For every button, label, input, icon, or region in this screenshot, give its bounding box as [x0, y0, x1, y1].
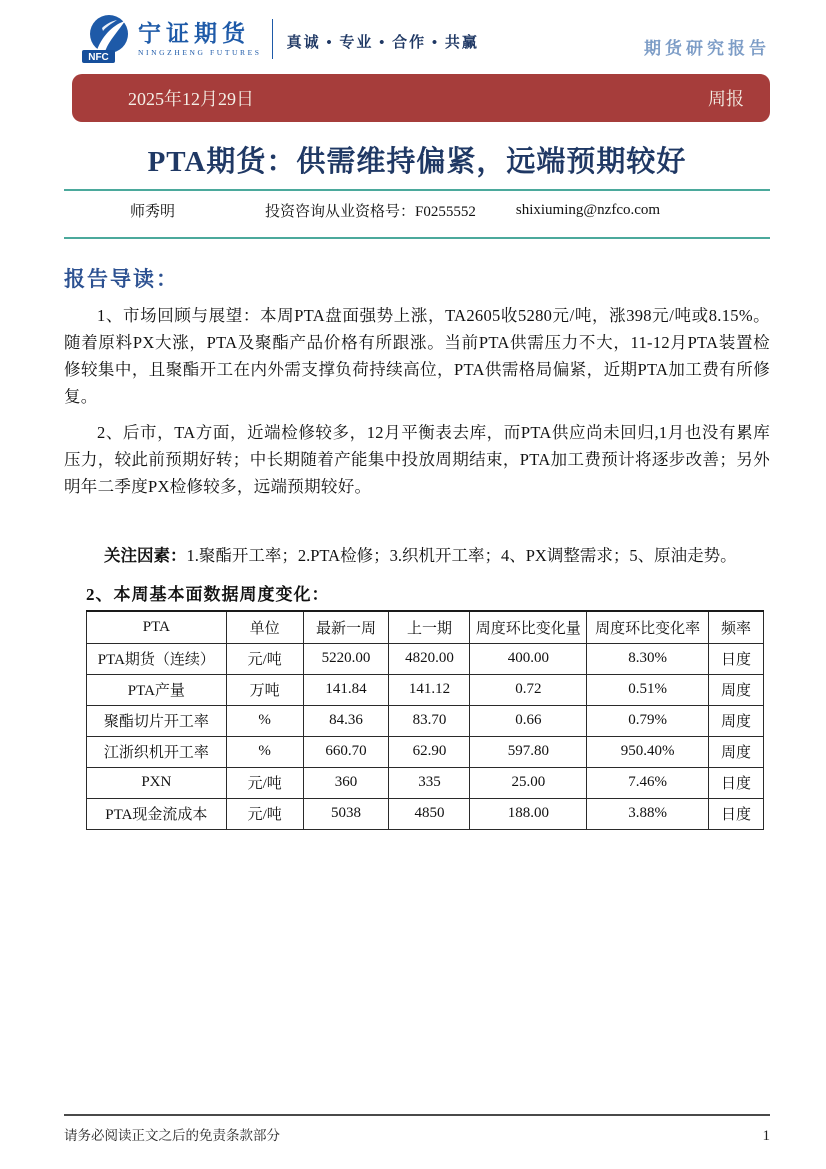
table-cell: 188.00 [470, 798, 587, 829]
col-header-previous: 上一期 [389, 611, 470, 643]
col-header-latest-week: 最新一周 [303, 611, 389, 643]
table-cell: 8.30% [587, 643, 709, 674]
company-slogan: 真诚 • 专业 • 合作 • 共赢 [286, 34, 479, 51]
company-logo-icon [82, 14, 132, 64]
company-name-cn: 宁证期货 [138, 21, 250, 47]
brand-divider [272, 19, 273, 59]
table-cell: 660.70 [303, 736, 389, 767]
table-cell: 元/吨 [226, 767, 303, 798]
footer-disclaimer: 请务必阅读正文之后的免责条款部分 [64, 1128, 280, 1143]
table-cell: 360 [303, 767, 389, 798]
summary-paragraph-2: 2、后市，TA方面，近端检修较多，12月平衡表去库，而PTA供应尚未回归,1月也没有累库压力，较此前预期好转；中长期随着产能集中投放周期结束，PTA加工费预计将逐步改善；另外明年二季度PX检修较多，远端预期较好。 [64, 423, 770, 496]
table-cell: PXN [87, 767, 227, 798]
table-cell: 3.88% [587, 798, 709, 829]
report-period-badge: 周报 [708, 89, 744, 109]
author-name: 师秀明 [130, 204, 176, 220]
table-cell: 62.90 [389, 736, 470, 767]
fundamentals-table [86, 610, 764, 830]
table-cell: 597.80 [470, 736, 587, 767]
table-cell: 日度 [709, 643, 764, 674]
report-date: 2025年12月29日 [128, 89, 254, 109]
author-email: shixiuming@nzfco.com [515, 202, 661, 218]
table-cell: 5038 [303, 798, 389, 829]
table-cell: 日度 [709, 798, 764, 829]
date-banner [72, 74, 770, 122]
col-header-unit: 单位 [226, 611, 303, 643]
table-cell: 0.51% [587, 674, 709, 705]
table-cell: 950.40% [587, 736, 709, 767]
table-cell: 4850 [389, 798, 470, 829]
brand [82, 14, 479, 64]
table-cell: 335 [389, 767, 470, 798]
table-cell: % [226, 736, 303, 767]
factors-line [64, 543, 770, 569]
table-row [87, 736, 764, 767]
table-cell: 周度 [709, 736, 764, 767]
table-cell: 4820.00 [389, 643, 470, 674]
table-cell: 元/吨 [226, 643, 303, 674]
table-row [87, 798, 764, 829]
col-header-frequency: 频率 [709, 611, 764, 643]
report-title: PTA期货：供需维持偏紧，远端预期较好 [147, 146, 687, 178]
table-cell: 0.72 [470, 674, 587, 705]
table-cell: 141.12 [389, 674, 470, 705]
table-cell: 日度 [709, 767, 764, 798]
table-row [87, 674, 764, 705]
table-cell: 25.00 [470, 767, 587, 798]
page-number: 1 [762, 1128, 770, 1144]
table-cell: 周度 [709, 705, 764, 736]
col-header-wow-change: 周度环比变化量 [470, 611, 587, 643]
table-cell: PTA期货（连续） [87, 643, 227, 674]
table-cell: 万吨 [226, 674, 303, 705]
table-section-title: 2、本周基本面数据周度变化： [86, 585, 330, 604]
table-header-row [87, 611, 764, 643]
summary-paragraph-1: 1、市场回顾与展望：本周PTA盘面强势上涨，TA2605收5280元/吨，涨398元/吨或8.15%。随着原料PX大涨，PTA及聚酯产品价格有所跟涨。当前PTA供需压力不大，11-12月PTA装置检修较集中，且聚酯开工在内外需支撑负荷持续高位，PTA供需格局偏紧，近期PTA加工费有所修复。 [64, 306, 770, 406]
table-cell: 江浙织机开工率 [87, 736, 227, 767]
report-header [64, 14, 770, 68]
logo-nfc-text: NFC [88, 52, 109, 63]
col-header-pta: PTA [87, 611, 227, 643]
company-name-en: NINGZHENG FUTURES [138, 47, 262, 57]
divider-rule-bottom [64, 237, 770, 239]
table-cell: 84.36 [303, 705, 389, 736]
page-footer [64, 1114, 770, 1145]
logo-graphic-icon [82, 14, 132, 64]
table-cell: 聚酯切片开工率 [87, 705, 227, 736]
table-cell: 0.79% [587, 705, 709, 736]
factors-text: 1.聚酯开工率；2.PTA检修；3.织机开工率；4、PX调整需求；5、原油走势。 [186, 546, 737, 565]
table-cell: 141.84 [303, 674, 389, 705]
factors-label: 关注因素： [104, 546, 187, 565]
table-row [87, 643, 764, 674]
table-cell: 周度 [709, 674, 764, 705]
author-qualification: 投资咨询从业资格号：F0255552 [265, 204, 476, 220]
table-cell: 0.66 [470, 705, 587, 736]
table-cell: % [226, 705, 303, 736]
table-row [87, 705, 764, 736]
col-header-wow-rate: 周度环比变化率 [587, 611, 709, 643]
table-cell: 元/吨 [226, 798, 303, 829]
report-type-label: 期货研究报告 [644, 39, 770, 58]
table-cell: PTA产量 [87, 674, 227, 705]
table-cell: PTA现金流成本 [87, 798, 227, 829]
author-row [64, 191, 770, 230]
logo-text [138, 21, 262, 56]
summary-heading: 报告导读： [64, 267, 179, 291]
table-cell: 83.70 [389, 705, 470, 736]
table-row [87, 767, 764, 798]
table-cell: 7.46% [587, 767, 709, 798]
table-cell: 400.00 [470, 643, 587, 674]
table-cell: 5220.00 [303, 643, 389, 674]
